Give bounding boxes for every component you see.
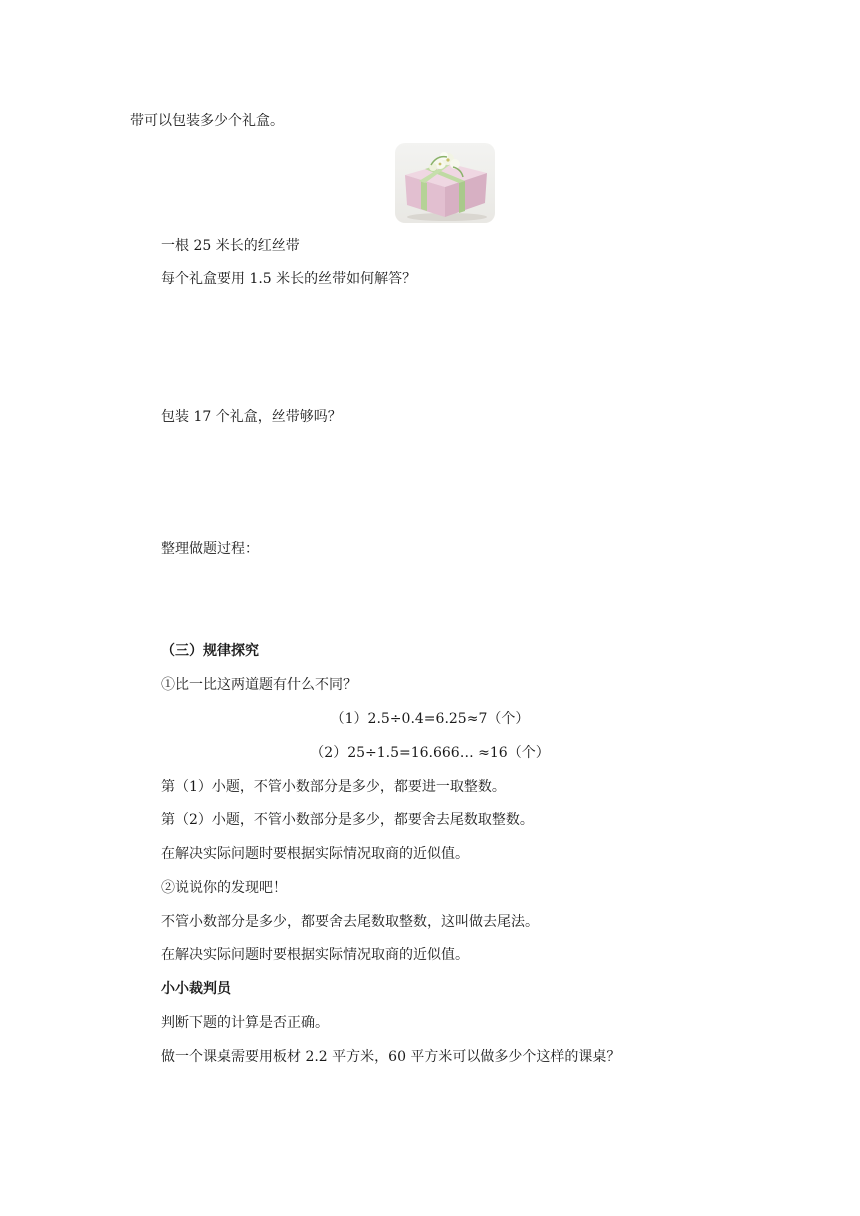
text-line: 做一个课桌需要用板材 2.2 平方米，60 平方米可以做多少个这样的课桌？ <box>161 1049 621 1065</box>
section-heading: 小小裁判员 <box>161 981 231 997</box>
equation-line: （2）25÷1.5=16.666… ≈16（个） <box>310 745 550 761</box>
section-heading: （三）规律探究 <box>161 643 259 659</box>
text-line: 在解决实际问题时要根据实际情况取商的近似值。 <box>161 947 469 963</box>
text-line: 不管小数部分是多少，都要舍去尾数取整数，这叫做去尾法。 <box>161 914 539 930</box>
text-line: 第（2）小题，不管小数部分是多少，都要舍去尾数取整数。 <box>161 812 534 828</box>
text-line: 判断下题的计算是否正确。 <box>161 1015 329 1031</box>
text-line: 每个礼盒要用 1.5 米长的丝带如何解答？ <box>161 271 417 287</box>
text-line: 在解决实际问题时要根据实际情况取商的近似值。 <box>161 846 469 862</box>
equation-line: （1）2.5÷0.4=6.25≈7（个） <box>330 711 530 727</box>
text-line: 第（1）小题，不管小数部分是多少，都要进一取整数。 <box>161 779 506 795</box>
text-line: 带可以包装多少个礼盒。 <box>130 113 284 129</box>
text-line: ①比一比这两道题有什么不同？ <box>161 677 357 693</box>
text-line: 包装 17 个礼盒，丝带够吗？ <box>161 409 342 425</box>
gift-box-image <box>395 143 495 223</box>
text-line: 整理做题过程： <box>161 541 259 557</box>
text-line: ②说说你的发现吧！ <box>161 880 287 896</box>
gift-box-icon <box>395 143 495 223</box>
text-line: 一根 25 米长的红丝带 <box>161 238 300 254</box>
